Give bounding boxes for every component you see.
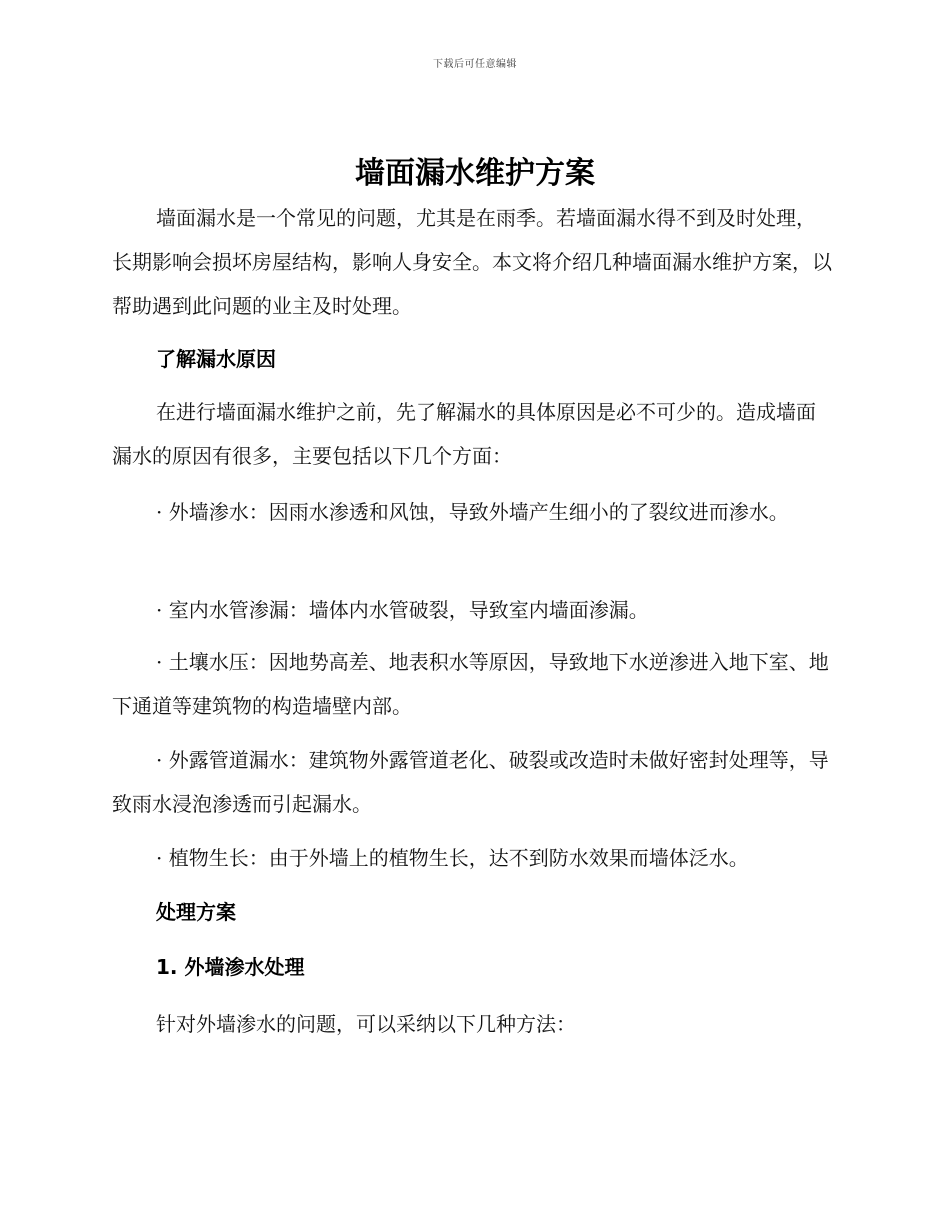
cause-item-soil-water-pressure: · 土壤水压：因地势高差、地表积水等原因，导致地下水逆渗进入地下室、地下通道等建筑物的构造墙壁内部。: [112, 650, 829, 718]
document-title: 墙面漏水维护方案: [355, 156, 595, 191]
subheading-exterior-seepage: 1. 外墙渗水处理: [156, 955, 305, 979]
cause-item-plant-growth: · 植物生长：由于外墙上的植物生长，达不到防水效果而墙体泛水。: [156, 846, 749, 870]
cause-item-exposed-pipe-leak: · 外露管道漏水：建筑物外露管道老化、破裂或改造时未做好密封处理等，导致雨水浸泡渗透而引起漏水。: [112, 748, 829, 816]
section-heading-causes: 了解漏水原因: [156, 347, 276, 371]
cause-item-indoor-pipe-leak: · 室内水管渗漏：墙体内水管破裂，导致室内墙面渗漏。: [156, 598, 649, 622]
section-heading-solutions: 处理方案: [156, 900, 236, 924]
intro-paragraph: 墙面漏水是一个常见的问题，尤其是在雨季。若墙面漏水得不到及时处理，长期影响会损坏房屋结构，影响人身安全。本文将介绍几种墙面漏水维护方案，以帮助遇到此问题的业主及时处理。: [112, 206, 832, 318]
causes-intro-paragraph: 在进行墙面漏水维护之前，先了解漏水的具体原因是必不可少的。造成墙面漏水的原因有很多，主要包括以下几个方面：: [112, 400, 816, 468]
cause-item-exterior-seepage: · 外墙渗水：因雨水渗透和风蚀，导致外墙产生细小的了裂纹进而渗水。: [156, 500, 789, 524]
solution-intro-paragraph: 针对外墙渗水的问题，可以采纳以下几种方法：: [156, 1012, 576, 1036]
header-note: 下载后可任意编辑: [433, 59, 517, 70]
